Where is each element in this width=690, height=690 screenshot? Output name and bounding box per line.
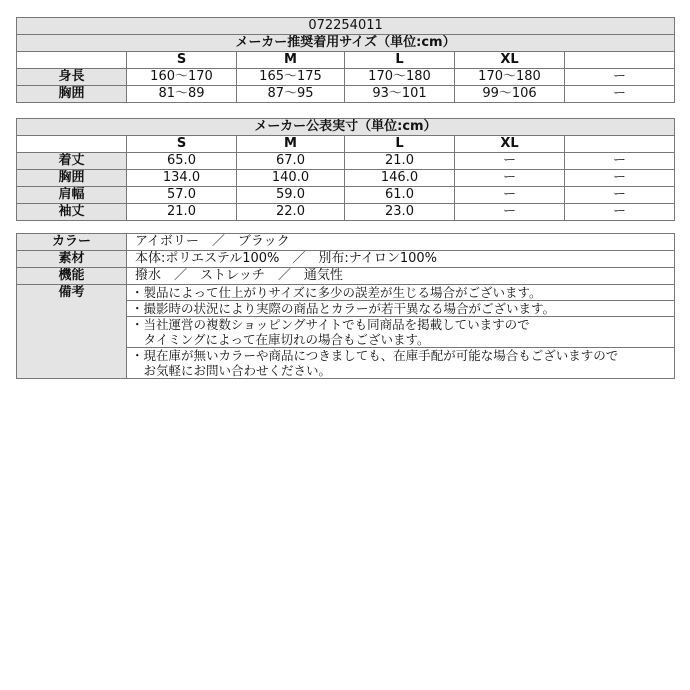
note-line: ・製品によって仕上がりサイズに多少の誤差が生じる場合がございます。 (131, 285, 542, 300)
cell-value: 170〜180 (455, 69, 565, 86)
cell-value: 146.0 (345, 170, 455, 187)
notes-row (17, 285, 675, 301)
table-row (17, 187, 675, 204)
note-line: タイミングによって在庫切れの場合もございます。 (131, 332, 430, 347)
detail-row-color (17, 234, 675, 251)
note-item (127, 301, 675, 317)
cell-value: 21.0 (345, 153, 455, 170)
size-header-row (17, 136, 675, 153)
detail-row-material (17, 251, 675, 268)
cell-value: 87〜95 (237, 86, 345, 103)
size-header (565, 52, 675, 69)
cell-value: 134.0 (127, 170, 237, 187)
cell-value: 99〜106 (455, 86, 565, 103)
cell-value: 65.0 (127, 153, 237, 170)
note-line: ・当社運営の複数ショッピングサイトでも同商品を掲載していますので (131, 317, 530, 332)
corner-cell (17, 136, 127, 153)
note-item (127, 285, 675, 301)
cell-value: 67.0 (237, 153, 345, 170)
cell-value: ー (565, 204, 675, 221)
cell-value: 21.0 (127, 204, 237, 221)
size-header: L (345, 52, 455, 69)
size-header-row (17, 52, 675, 69)
row-label: 胸囲 (17, 170, 127, 187)
note-item (127, 348, 675, 379)
cell-value: 81〜89 (127, 86, 237, 103)
actual-size-table (16, 118, 675, 221)
corner-cell (17, 52, 127, 69)
cell-value: 57.0 (127, 187, 237, 204)
cell-value: ー (565, 86, 675, 103)
note-line: お気軽にお問い合わせください。 (131, 363, 332, 378)
table-row (17, 204, 675, 221)
cell-value: 170〜180 (345, 69, 455, 86)
row-label: 胸囲 (17, 86, 127, 103)
cell-value: ー (565, 187, 675, 204)
size-header: M (237, 52, 345, 69)
table-row (17, 153, 675, 170)
cell-value: ー (455, 170, 565, 187)
function-label: 機能 (17, 268, 127, 285)
cell-value: ー (565, 69, 675, 86)
function-value: 撥水 ／ ストレッチ ／ 通気性 (127, 268, 675, 285)
size-header: S (127, 52, 237, 69)
cell-value: 140.0 (237, 170, 345, 187)
note-line: ・現在庫が無いカラーや商品につきましても、在庫手配が可能な場合もございますので (131, 348, 619, 363)
cell-value: 160〜170 (127, 69, 237, 86)
cell-value: 165〜175 (237, 69, 345, 86)
cell-value: ー (455, 153, 565, 170)
cell-value: ー (455, 187, 565, 204)
actual-size-title: メーカー公表実寸（単位:cm） (17, 119, 675, 136)
notes-label: 備考 (17, 285, 127, 379)
note-item (127, 317, 675, 348)
table-row (17, 170, 675, 187)
cell-value: ー (455, 204, 565, 221)
color-value: アイボリー ／ ブラック (127, 234, 675, 251)
cell-value: ー (565, 170, 675, 187)
cell-value: 23.0 (345, 204, 455, 221)
detail-row-function (17, 268, 675, 285)
product-details-table (16, 233, 675, 379)
size-header: M (237, 136, 345, 153)
recommended-size-table (16, 17, 675, 103)
recommended-size-title: メーカー推奨着用サイズ（単位:cm） (17, 35, 675, 52)
row-label: 着丈 (17, 153, 127, 170)
product-code: 072254011 (17, 18, 675, 35)
table-row (17, 69, 675, 86)
material-label: 素材 (17, 251, 127, 268)
row-label: 肩幅 (17, 187, 127, 204)
cell-value: 93〜101 (345, 86, 455, 103)
size-header (565, 136, 675, 153)
note-line: ・撮影時の状況により実際の商品とカラーが若干異なる場合がございます。 (131, 301, 556, 316)
size-header: S (127, 136, 237, 153)
size-header: L (345, 136, 455, 153)
cell-value: ー (565, 153, 675, 170)
size-header: XL (455, 136, 565, 153)
row-label: 袖丈 (17, 204, 127, 221)
cell-value: 59.0 (237, 187, 345, 204)
material-value: 本体:ポリエステル100% ／ 別布:ナイロン100% (127, 251, 675, 268)
size-header: XL (455, 52, 565, 69)
color-label: カラー (17, 234, 127, 251)
table-row (17, 86, 675, 103)
cell-value: 61.0 (345, 187, 455, 204)
cell-value: 22.0 (237, 204, 345, 221)
row-label: 身長 (17, 69, 127, 86)
